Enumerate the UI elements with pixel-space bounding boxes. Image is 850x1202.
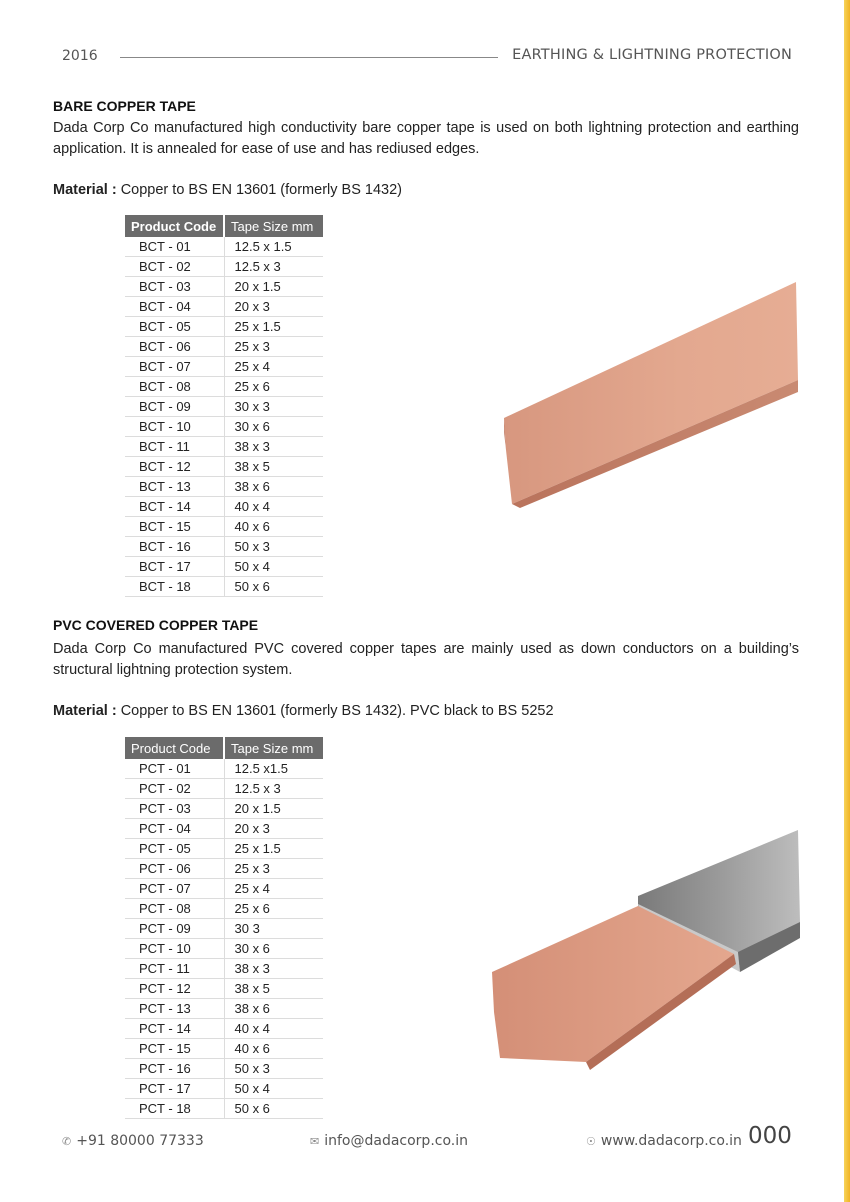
table-row [125, 1019, 323, 1039]
tape-size-cell: 40 x 6 [224, 517, 323, 537]
bare-section-title: BARE COPPER TAPE [53, 98, 196, 114]
tape-size-cell: 38 x 5 [224, 457, 323, 477]
tape-size-cell: 40 x 4 [224, 1019, 323, 1039]
tape-size-cell: 20 x 3 [224, 819, 323, 839]
table-row [125, 537, 323, 557]
footer-phone-number: +91 80000 77333 [76, 1133, 204, 1149]
product-code-cell: PCT - 18 [125, 1099, 224, 1119]
table-row [125, 759, 323, 779]
product-code-cell: PCT - 13 [125, 999, 224, 1019]
product-code-cell: PCT - 01 [125, 759, 224, 779]
page-edge-accent [844, 0, 850, 1202]
footer-website [586, 1133, 742, 1149]
table-row [125, 1079, 323, 1099]
tape-size-cell: 30 x 6 [224, 417, 323, 437]
pvc-table-body [125, 759, 323, 1119]
table-header-row [125, 737, 323, 759]
product-code-cell: BCT - 15 [125, 517, 224, 537]
bare-material-label: Material : [53, 182, 117, 198]
table-row [125, 517, 323, 537]
table-row [125, 257, 323, 277]
table-row [125, 779, 323, 799]
tape-size-cell: 38 x 3 [224, 959, 323, 979]
column-header-code: Product Code [125, 737, 224, 759]
footer-website-url: www.dadacorp.co.in [600, 1133, 742, 1149]
globe-icon: ☉ [586, 1135, 596, 1148]
product-code-cell: PCT - 16 [125, 1059, 224, 1079]
product-code-cell: BCT - 04 [125, 297, 224, 317]
table-row [125, 979, 323, 999]
table-row [125, 879, 323, 899]
product-code-cell: PCT - 05 [125, 839, 224, 859]
bare-copper-tape-image [500, 268, 810, 513]
product-code-cell: PCT - 07 [125, 879, 224, 899]
phone-icon: ✆ [62, 1135, 72, 1148]
tape-size-cell: 12.5 x1.5 [224, 759, 323, 779]
tape-size-cell: 30 x 6 [224, 939, 323, 959]
tape-size-cell: 12.5 x 3 [224, 257, 323, 277]
page-number: 000 [748, 1123, 792, 1149]
bare-material [53, 182, 402, 198]
product-code-cell: PCT - 10 [125, 939, 224, 959]
column-header-code: Product Code [125, 215, 224, 237]
product-code-cell: PCT - 15 [125, 1039, 224, 1059]
product-code-cell: PCT - 14 [125, 1019, 224, 1039]
table-row [125, 1059, 323, 1079]
table-row [125, 417, 323, 437]
product-code-cell: BCT - 02 [125, 257, 224, 277]
table-row [125, 899, 323, 919]
tape-size-cell: 20 x 1.5 [224, 277, 323, 297]
tape-size-cell: 50 x 6 [224, 1099, 323, 1119]
tape-size-cell: 25 x 4 [224, 879, 323, 899]
product-code-cell: BCT - 01 [125, 237, 224, 257]
table-row [125, 859, 323, 879]
tape-size-cell: 30 3 [224, 919, 323, 939]
table-row [125, 577, 323, 597]
header-title: EARTHING & LIGHTNING PROTECTION [512, 47, 792, 63]
footer-email [310, 1133, 468, 1149]
product-code-cell: PCT - 02 [125, 779, 224, 799]
tape-size-cell: 38 x 6 [224, 477, 323, 497]
bare-material-text: Copper to BS EN 13601 (formerly BS 1432) [116, 182, 402, 198]
table-row [125, 557, 323, 577]
table-row [125, 999, 323, 1019]
tape-size-cell: 25 x 3 [224, 859, 323, 879]
tape-size-cell: 25 x 1.5 [224, 839, 323, 859]
table-row [125, 477, 323, 497]
tape-size-cell: 25 x 3 [224, 337, 323, 357]
table-row [125, 959, 323, 979]
column-header-size: Tape Size mm [224, 215, 323, 237]
table-row [125, 437, 323, 457]
pvc-copper-tape-image [488, 826, 808, 1074]
tape-size-cell: 50 x 6 [224, 577, 323, 597]
tape-size-cell: 25 x 1.5 [224, 317, 323, 337]
product-code-cell: BCT - 08 [125, 377, 224, 397]
table-row [125, 939, 323, 959]
product-code-cell: BCT - 18 [125, 577, 224, 597]
product-code-cell: BCT - 11 [125, 437, 224, 457]
product-code-cell: PCT - 03 [125, 799, 224, 819]
tape-size-cell: 25 x 4 [224, 357, 323, 377]
bare-table-body [125, 237, 323, 597]
table-row [125, 237, 323, 257]
table-row [125, 337, 323, 357]
footer-email-address: info@dadacorp.co.in [324, 1133, 468, 1149]
table-row [125, 497, 323, 517]
product-code-cell: PCT - 04 [125, 819, 224, 839]
table-row [125, 919, 323, 939]
table-row [125, 1099, 323, 1119]
pvc-spec-table [125, 737, 323, 1119]
table-row [125, 317, 323, 337]
tape-size-cell: 38 x 5 [224, 979, 323, 999]
pvc-section-title: PVC COVERED COPPER TAPE [53, 617, 259, 633]
product-code-cell: BCT - 14 [125, 497, 224, 517]
table-row [125, 799, 323, 819]
product-code-cell: BCT - 03 [125, 277, 224, 297]
product-code-cell: BCT - 13 [125, 477, 224, 497]
tape-size-cell: 38 x 6 [224, 999, 323, 1019]
product-code-cell: BCT - 05 [125, 317, 224, 337]
product-code-cell: BCT - 12 [125, 457, 224, 477]
bare-description: Dada Corp Co manufactured high conductivity bare copper tape is used on both lightning protection and earthing application. It is annealed for ease of use and has rediused edges. [53, 120, 799, 157]
product-code-cell: PCT - 09 [125, 919, 224, 939]
product-code-cell: PCT - 12 [125, 979, 224, 999]
tape-size-cell: 50 x 4 [224, 1079, 323, 1099]
table-row [125, 397, 323, 417]
product-code-cell: PCT - 11 [125, 959, 224, 979]
tape-size-cell: 50 x 3 [224, 537, 323, 557]
table-header-row [125, 215, 323, 237]
product-code-cell: BCT - 07 [125, 357, 224, 377]
table-row [125, 839, 323, 859]
product-code-cell: PCT - 17 [125, 1079, 224, 1099]
mail-icon: ✉ [310, 1135, 320, 1148]
tape-size-cell: 20 x 1.5 [224, 799, 323, 819]
table-row [125, 297, 323, 317]
pvc-material-label: Material : [53, 703, 117, 719]
product-code-cell: PCT - 06 [125, 859, 224, 879]
tape-size-cell: 20 x 3 [224, 297, 323, 317]
pvc-material [53, 703, 554, 719]
tape-size-cell: 30 x 3 [224, 397, 323, 417]
pvc-description: Dada Corp Co manufactured PVC covered copper tapes are mainly used as down conductors on a building’s structural lightning protection system. [53, 641, 799, 678]
table-row [125, 357, 323, 377]
tape-size-cell: 12.5 x 1.5 [224, 237, 323, 257]
product-code-cell: BCT - 16 [125, 537, 224, 557]
product-code-cell: BCT - 06 [125, 337, 224, 357]
tape-size-cell: 25 x 6 [224, 899, 323, 919]
header-divider [120, 57, 498, 58]
footer-phone [62, 1133, 204, 1149]
product-code-cell: PCT - 08 [125, 899, 224, 919]
bare-spec-table [125, 215, 323, 597]
tape-size-cell: 40 x 6 [224, 1039, 323, 1059]
tape-size-cell: 12.5 x 3 [224, 779, 323, 799]
tape-size-cell: 38 x 3 [224, 437, 323, 457]
header-year: 2016 [62, 48, 98, 64]
column-header-size: Tape Size mm [224, 737, 323, 759]
table-row [125, 377, 323, 397]
table-row [125, 277, 323, 297]
table-row [125, 457, 323, 477]
product-code-cell: BCT - 09 [125, 397, 224, 417]
tape-size-cell: 50 x 4 [224, 557, 323, 577]
table-row [125, 819, 323, 839]
tape-size-cell: 50 x 3 [224, 1059, 323, 1079]
product-code-cell: BCT - 10 [125, 417, 224, 437]
table-row [125, 1039, 323, 1059]
tape-size-cell: 25 x 6 [224, 377, 323, 397]
product-code-cell: BCT - 17 [125, 557, 224, 577]
tape-size-cell: 40 x 4 [224, 497, 323, 517]
pvc-material-text: Copper to BS EN 13601 (formerly BS 1432). PVC black to BS 5252 [116, 703, 554, 719]
